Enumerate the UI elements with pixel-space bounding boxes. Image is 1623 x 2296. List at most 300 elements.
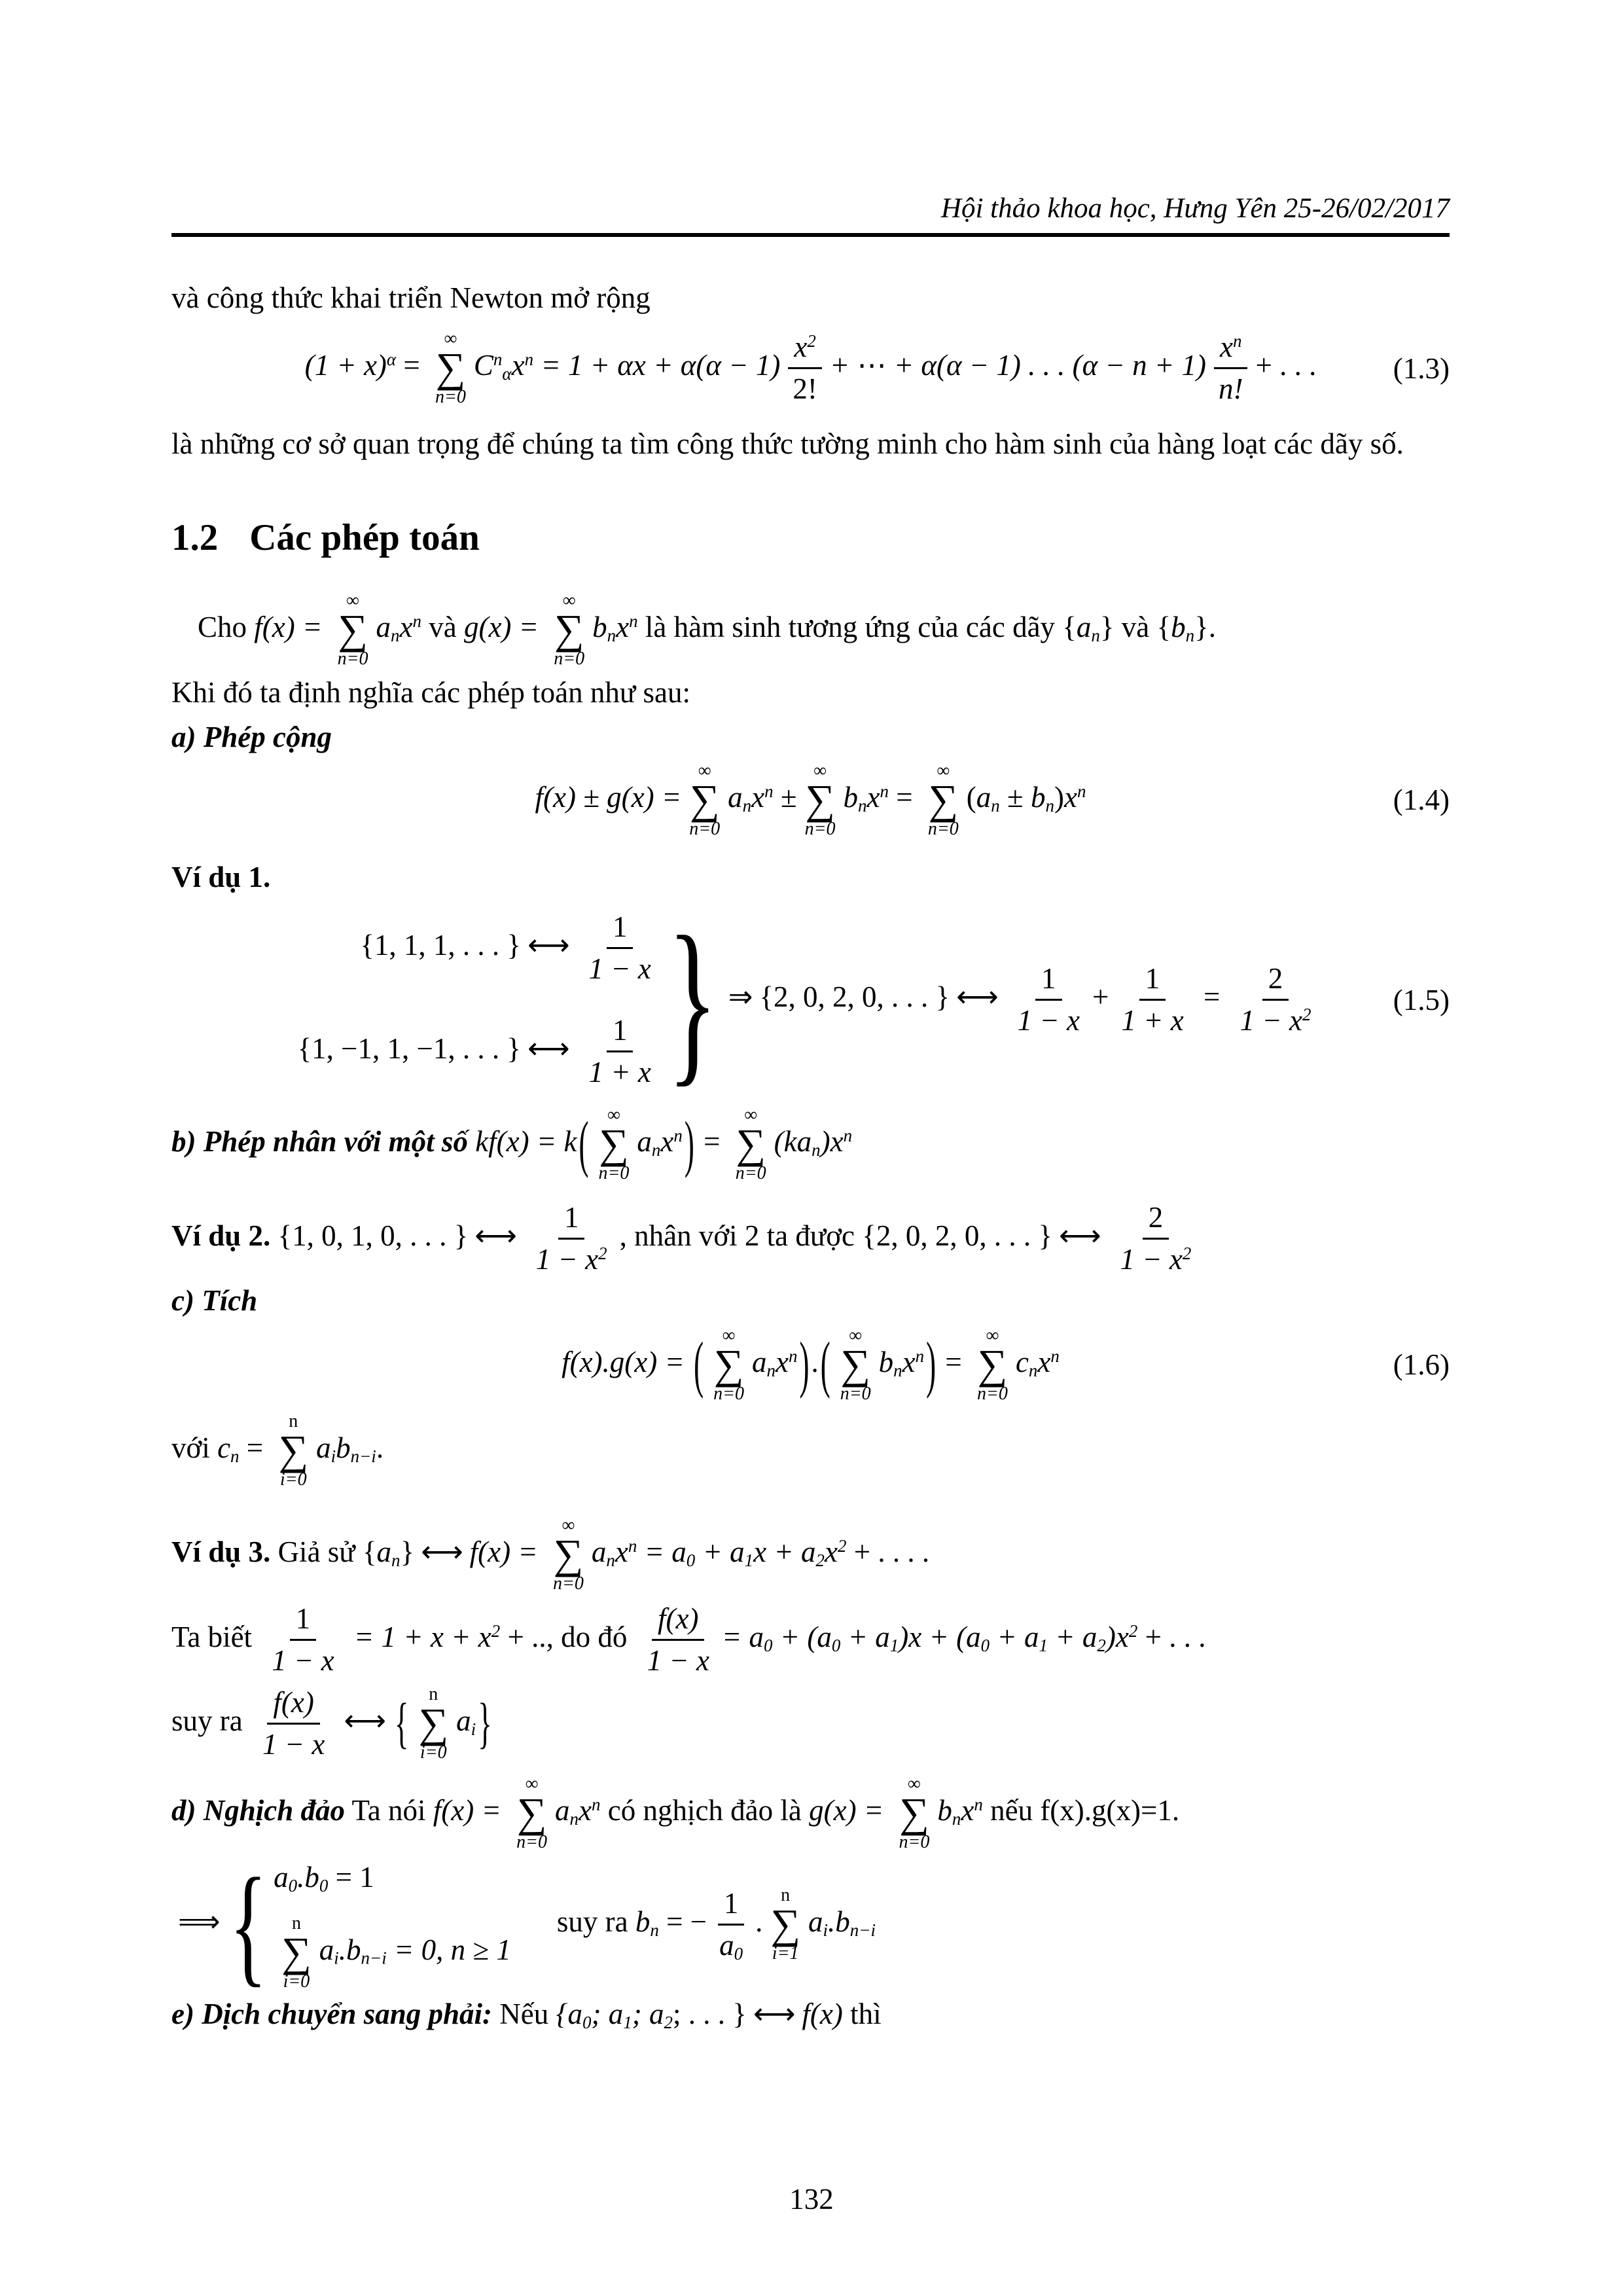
math-token: kf(x) = k (467, 1124, 577, 1158)
math-token: 1 (1035, 962, 1062, 1001)
math-token: b (336, 1431, 351, 1464)
sum-upper: ∞ (346, 590, 360, 611)
cases-left (298, 910, 664, 1089)
math-token: = − (658, 1905, 707, 1938)
equation-1-5 (171, 897, 1450, 1102)
math-token: } (1099, 610, 1115, 643)
case-row (360, 910, 664, 986)
sum-operator (598, 1106, 629, 1183)
math-row (304, 329, 1317, 408)
term (555, 1794, 600, 1827)
math-token: (ka (774, 1124, 812, 1158)
item-label-a: a) Phép cộng (171, 721, 332, 754)
term (347, 1621, 635, 1653)
running-header: Hội thảo khoa học, Hưng Yên 25-26/02/2017 (940, 193, 1450, 224)
text: Ta nói (345, 1793, 433, 1827)
term (592, 611, 637, 643)
math-token: 2 (1262, 962, 1289, 1001)
paragraph-body: Khi đó ta định nghĩa các phép toán như sau: (171, 675, 690, 709)
text: nếu f(x).g(x)=1. (982, 1793, 1180, 1827)
sum-lower: n=0 (713, 1383, 745, 1404)
text: . (1208, 610, 1216, 643)
math-token: ; . . . } (673, 1998, 747, 2031)
math-token: + a (1047, 1620, 1097, 1653)
math-token: )x (820, 1124, 844, 1158)
math-token: x (753, 1535, 767, 1568)
math-token: { (1156, 610, 1171, 643)
math-token: )x (1105, 1620, 1129, 1653)
sub: n (858, 795, 867, 816)
math-token: + a (766, 1535, 816, 1568)
math-token: x (399, 610, 413, 643)
math-token: + . . . . (846, 1535, 930, 1568)
sub: 0 (980, 1635, 990, 1655)
math-token: ± (780, 780, 797, 814)
equation-tag: (1.6) (1393, 1348, 1450, 1382)
math-token: C (473, 348, 493, 382)
sum-upper: n (781, 1885, 791, 1906)
term (592, 1535, 637, 1568)
fraction (713, 1887, 749, 1963)
sub: 0 (319, 1875, 329, 1895)
sub: 2 (664, 2012, 673, 2032)
math-token: ; a (591, 1998, 624, 2031)
text: nhân với 2 ta được (634, 1219, 855, 1253)
math-token: a (728, 780, 743, 814)
math-token: { (362, 1535, 377, 1568)
text: thì (842, 1998, 882, 2031)
text: + .., do đó (500, 1620, 635, 1653)
sub: n (991, 795, 1000, 816)
long-arrow-icon: ⟷ (1059, 1218, 1101, 1253)
math-token: b (592, 610, 607, 643)
paragraph-tabiet (171, 1602, 1450, 1678)
math-token: = 1 (328, 1860, 374, 1893)
math-token: g(x) = (809, 1793, 891, 1827)
sup: n (628, 1535, 637, 1556)
item-b-line (171, 1106, 1450, 1183)
sum-operator (805, 762, 836, 838)
sum-upper: ∞ (525, 1773, 539, 1794)
term (217, 1431, 239, 1464)
math-token: x (616, 610, 630, 643)
equation-1-3 (171, 330, 1450, 406)
sum-operator (516, 1775, 547, 1852)
math-token: = a (721, 1620, 764, 1653)
sum-upper: ∞ (444, 329, 457, 350)
math-token: .b (338, 1933, 361, 1967)
math-token: a (752, 1345, 767, 1378)
sub: n (607, 625, 616, 645)
example-3-label: Ví dụ 3. (171, 1535, 271, 1568)
long-arrow-icon: ⟷ (956, 978, 999, 1014)
term (363, 1535, 414, 1568)
math-token: a (808, 1905, 823, 1938)
sub: n (230, 1446, 240, 1466)
fraction (583, 1014, 657, 1090)
sup: n (1050, 1346, 1060, 1366)
sum-lower: n=0 (689, 818, 721, 839)
math-token: = (1196, 980, 1228, 1013)
sum-lower: n=0 (977, 1383, 1008, 1404)
math-token: f(x).g(x) = (562, 1345, 685, 1378)
sub: n (1091, 625, 1100, 645)
math-token: 1 (607, 1014, 633, 1052)
fraction (787, 331, 823, 406)
math-token: a (976, 780, 991, 814)
sequence: {2, 0, 2, 0, . . . } (759, 980, 950, 1013)
math-token: b (878, 1345, 894, 1378)
term (1016, 1346, 1060, 1378)
sum-lower: n=0 (598, 1162, 630, 1183)
sum-lower: n=0 (840, 1383, 871, 1404)
big-paren-icon: ( (579, 1108, 589, 1179)
math-token: 1 − x (1017, 1004, 1080, 1037)
fraction (1213, 331, 1249, 406)
math-token: + ⋯ + α(α − 1) . . . (α − n + 1) (829, 348, 1206, 382)
sub: 2 (1097, 1635, 1106, 1655)
sigma-icon: ∑ (736, 1121, 766, 1168)
math-token: f(x) ± g(x) = (535, 780, 682, 814)
sub: i (471, 1719, 476, 1739)
sigma-icon: ∑ (281, 1929, 312, 1976)
math-token: b (1171, 610, 1186, 643)
sum-upper: n (289, 1410, 298, 1431)
sigma-icon: ∑ (418, 1700, 449, 1747)
sum-lower: i=0 (419, 1742, 447, 1763)
term (752, 1346, 797, 1378)
math-token: 1 − x (1120, 1243, 1183, 1276)
sub: 0 (831, 1635, 841, 1655)
term (316, 1431, 383, 1464)
text: Nếu (492, 1998, 556, 2031)
sub: 0 (288, 1875, 298, 1895)
sum-lower: n=0 (554, 648, 585, 669)
sub: n−i (361, 1948, 387, 1968)
math-token: 1 − x (1240, 1004, 1302, 1037)
big-paren-icon: ) (926, 1329, 936, 1400)
long-arrow-icon: ⟷ (527, 927, 570, 963)
math-token: 1 (290, 1602, 317, 1641)
math-token: a (1076, 610, 1092, 643)
math-token: n! (1219, 372, 1243, 406)
math-token: 1 − x (647, 1643, 709, 1677)
term (808, 1905, 876, 1938)
system-line: ⟹ { $a_0.b_0 = 1$ n ∑ i=0 $a_i.b_{n-i} = 0$, n ≥ 1 suy ra $b_n$ = − $\frac{1}{a_0}$ . n ∑ i=1 $a_i.b_{n-i}$ (178, 1850, 876, 1998)
math-token: b (635, 1905, 651, 1938)
sup: n (524, 350, 534, 370)
equation-tag: (1.3) (1393, 351, 1450, 385)
math-token: a (376, 610, 391, 643)
sup: 2 (1182, 1244, 1192, 1264)
sub: 2 (815, 1550, 825, 1570)
double-arrow-icon: ⇒ (728, 978, 753, 1014)
math-token: a (376, 1535, 392, 1568)
case-row (274, 1914, 511, 1991)
sequence: {1, −1, 1, −1, . . . } (297, 1031, 522, 1065)
math-token: a (637, 1124, 652, 1158)
term (1157, 611, 1209, 643)
sum-operator (689, 762, 720, 838)
sum-operator (338, 592, 368, 668)
text: suy ra (171, 1704, 250, 1737)
sum-lower: i=1 (772, 1943, 799, 1964)
sum-lower: i=0 (283, 1971, 310, 1992)
math-token: x (660, 1124, 674, 1158)
text: suy ra (556, 1905, 635, 1938)
case-row (274, 1858, 374, 1897)
long-arrow-icon: ⟷ (527, 1030, 570, 1066)
sub: 0 (764, 1635, 773, 1655)
paragraph-cn (171, 1412, 1450, 1489)
sub: n (1028, 1360, 1038, 1380)
fraction (1115, 962, 1189, 1038)
math-token: = a (644, 1535, 687, 1568)
term (635, 1905, 707, 1938)
sum-upper: ∞ (562, 590, 576, 611)
sum-upper: ∞ (986, 1325, 999, 1346)
sum-upper: ∞ (936, 760, 950, 781)
sequence: {1, 0, 1, 0, . . . } (277, 1219, 469, 1253)
math-token: x (794, 330, 808, 363)
math-token: + a (695, 1535, 745, 1568)
math-token (1115, 1240, 1198, 1276)
sub: n (812, 1139, 821, 1160)
long-arrow-icon: ⟷ (474, 1218, 517, 1253)
sub: 0 (686, 1550, 696, 1570)
sum-operator (281, 1914, 312, 1991)
sub: 1 (889, 1635, 899, 1655)
text: Ta biết (171, 1620, 260, 1653)
sub: n (1045, 795, 1054, 816)
math-token: f(x) (802, 1998, 843, 2031)
paragraph-body: là những cơ sở quan trọng để chúng ta tìm công thức tường minh cho hàm sinh của hàng loạt các dãy số. (171, 427, 1404, 461)
sum-lower: n=0 (552, 1573, 584, 1594)
sequence: {2, 0, 2, 0, . . . } (862, 1219, 1052, 1253)
sum-lower: n=0 (435, 387, 466, 408)
math-token: ) (1054, 780, 1064, 814)
example-1-label: Ví dụ 1. (171, 860, 271, 893)
sum-lower: n=0 (804, 818, 836, 839)
sigma-icon: ∑ (928, 776, 959, 823)
sub: 1 (744, 1550, 754, 1570)
fraction (530, 1201, 613, 1277)
term (844, 781, 889, 814)
item-label-e: e) Dịch chuyển sang phải: (171, 1998, 493, 2031)
math-token: } (1194, 610, 1209, 643)
math-token: x (824, 1535, 838, 1568)
sub: i (823, 1920, 828, 1940)
equation-tag: (1.5) (1393, 983, 1450, 1016)
text: Cho (198, 610, 255, 643)
math-row (562, 1325, 1060, 1404)
math-token: 2! (793, 372, 817, 406)
text: là hàm sinh tương ứng của các dãy (637, 610, 1063, 643)
sub: n (1185, 625, 1195, 645)
math-token: f(x) = (469, 1535, 545, 1568)
math-token: . (811, 1345, 819, 1378)
term (967, 781, 1086, 814)
term (774, 1125, 852, 1158)
term (456, 1704, 476, 1737)
text: và (1114, 610, 1157, 643)
math-token: x (1037, 1345, 1051, 1378)
math-token: x (902, 1345, 916, 1378)
equation-1-4 (171, 762, 1450, 838)
math-token: = 1 + x + x (346, 1620, 491, 1653)
sub: i (334, 1948, 339, 1968)
sup: α (386, 350, 397, 370)
math-token: f(x) (267, 1686, 319, 1725)
math-token: a (274, 1860, 289, 1893)
math-token: c (1015, 1345, 1029, 1378)
example-3-line (171, 1516, 1450, 1593)
math-token: = 0, n ≥ 1 (386, 1933, 511, 1967)
math-token: } (400, 1535, 415, 1568)
sum-upper: ∞ (698, 760, 711, 781)
math-token: ; a (632, 1998, 664, 2031)
sub: 0 (734, 1943, 743, 1964)
sum-operator (840, 1327, 871, 1403)
sub: 1 (1039, 1635, 1048, 1655)
example-2-line (171, 1201, 1450, 1277)
sigma-icon: ∑ (599, 1121, 629, 1168)
math-token (1234, 1001, 1317, 1037)
sub: i (330, 1446, 336, 1466)
term (937, 1794, 982, 1827)
math-token: .b (297, 1860, 319, 1893)
math-token: 1 − x (535, 1243, 599, 1276)
fraction (1115, 1201, 1198, 1277)
math-token: . (755, 1905, 763, 1938)
sup: n (629, 611, 638, 631)
sum-operator (418, 1685, 448, 1762)
math-token: = 1 + αx + α(α − 1) (541, 348, 781, 382)
equation-1-6 (171, 1327, 1450, 1403)
sum-operator (736, 1106, 766, 1183)
math-token: a (319, 1933, 334, 1967)
item-label-c: c) Tích (171, 1284, 258, 1318)
term (637, 1125, 682, 1158)
item-label-b: b) Phép nhân với một số (171, 1124, 468, 1158)
sum-operator (554, 592, 584, 668)
math-token: f(x) = (433, 1793, 509, 1827)
math-token: 1 + x (588, 1055, 651, 1088)
term (879, 1346, 924, 1378)
math-token: = (396, 348, 427, 382)
sum-upper: ∞ (907, 1773, 921, 1794)
big-brace-icon: { (394, 1692, 409, 1755)
term (645, 1535, 929, 1568)
math-token: a (316, 1431, 331, 1464)
page-number: 132 (789, 2183, 834, 2215)
sum-upper: ∞ (813, 760, 827, 781)
paragraph-intro: và công thức khai triển Newton mở rộng (171, 281, 651, 315)
sum-operator (553, 1516, 584, 1593)
long-arrow-icon: ⟷ (421, 1534, 463, 1569)
sup: 2 (491, 1621, 501, 1641)
term (376, 611, 421, 643)
sigma-icon: ∑ (553, 1530, 584, 1577)
math-token: 1 + x (1121, 1004, 1184, 1037)
header-rule (171, 233, 1450, 237)
sup: 2 (1128, 1621, 1138, 1641)
sigma-icon: ∑ (770, 1901, 800, 1948)
sum-lower: n=0 (516, 1831, 547, 1852)
math-token: f(x) = (254, 610, 330, 643)
big-brace-icon: } (478, 1692, 492, 1755)
math-token: + (a (772, 1620, 832, 1653)
math-token: {a (556, 1998, 582, 2031)
math-token: f(x) (652, 1602, 704, 1641)
big-paren-icon: ) (799, 1329, 810, 1400)
sum-operator (713, 1327, 744, 1403)
math-token: + . . . (1137, 1620, 1206, 1653)
sup: n (764, 781, 774, 801)
math-token: 1 − x (262, 1728, 325, 1761)
sub: n−i (849, 1920, 876, 1940)
math-token: .b (827, 1905, 850, 1938)
math-token: + (1092, 980, 1109, 1013)
math-token: = (696, 1124, 728, 1158)
math-token: b (843, 780, 858, 814)
math-token: x (615, 1535, 628, 1568)
sigma-icon: ∑ (689, 776, 720, 823)
sub: n (742, 795, 752, 816)
sup: n (843, 1126, 853, 1146)
math-token: x (751, 780, 765, 814)
sup: 2 (807, 331, 816, 351)
long-arrow-icon: ⟷ (753, 1996, 796, 2032)
sub: n (893, 1360, 902, 1380)
sum-lower: n=0 (927, 818, 959, 839)
fraction (1012, 962, 1086, 1038)
page-content (0, 193, 1623, 2034)
sum-upper: ∞ (849, 1325, 863, 1346)
sigma-icon: ∑ (899, 1789, 929, 1836)
big-paren-icon: ) (684, 1108, 694, 1179)
sup: n (493, 350, 503, 370)
sigma-icon: ∑ (338, 605, 368, 653)
math-token: ( (966, 780, 976, 814)
term (1062, 611, 1114, 643)
sup: n (412, 611, 421, 631)
sup: n (880, 781, 889, 801)
sub: n (766, 1360, 776, 1380)
math-token: 1 (558, 1201, 585, 1240)
item-d-line (171, 1775, 1450, 1852)
sup: 2 (1302, 1005, 1311, 1025)
math-token: . (376, 1431, 384, 1464)
fraction (1234, 962, 1317, 1038)
math-token: { (1062, 610, 1077, 643)
sigma-icon: ∑ (805, 776, 835, 823)
system-cases (274, 1858, 511, 1991)
math-token (713, 1926, 749, 1962)
sum-lower: n=0 (337, 648, 368, 669)
fraction (257, 1686, 330, 1762)
sum-operator (977, 1327, 1008, 1403)
section-number: 1.2 (171, 516, 219, 558)
math-token: ± (1007, 780, 1024, 814)
sigma-icon: ∑ (435, 344, 466, 391)
item-e-line (171, 1995, 1450, 2034)
case-row (298, 1014, 664, 1090)
math-token: x (961, 1793, 974, 1827)
sub: n (650, 1920, 659, 1940)
sigma-icon: ∑ (278, 1426, 309, 1473)
fraction (641, 1602, 715, 1678)
